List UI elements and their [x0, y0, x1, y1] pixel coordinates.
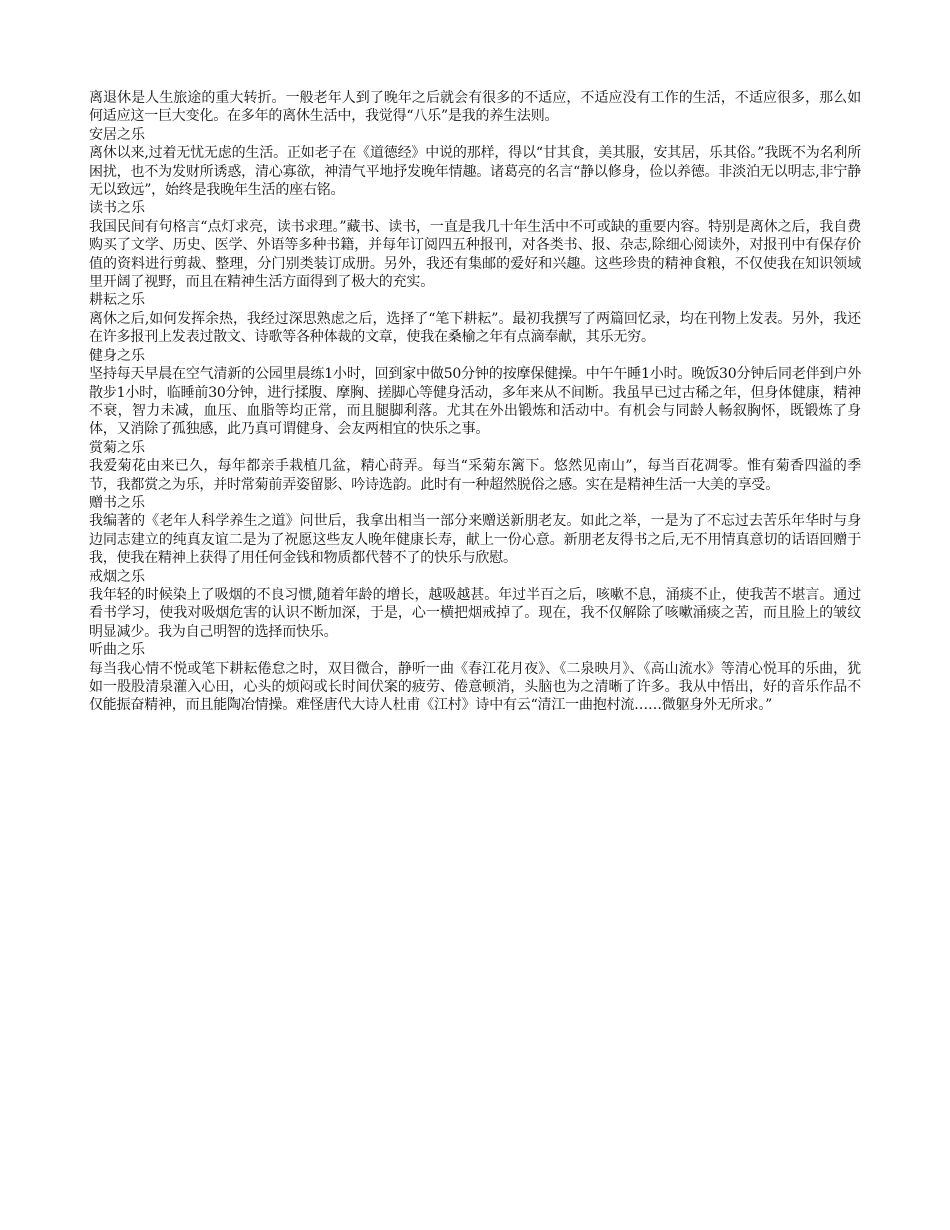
section-zengshu — [89, 494, 861, 568]
section-paragraph: 离休以来,过着无忧无虑的生活。正如老子在《道德经》中说的那样，得以“甘其食，美其服，安其居，乐其俗。”我既不为名利所困扰，也不为发财所诱惑，清心寡欲，神清气平地抒发晚年情趣。诸葛亮的名言“静以修身，俭以养德。非淡泊无以明志,非宁静无以致远”，始终是我晚年生活的座右铭。 — [89, 145, 861, 199]
section-paragraph: 我爱菊花由来已久，每年都亲手栽植几盆，精心莳弄。每当“采菊东篱下。悠然见南山”，每当百花凋零。惟有菊香四溢的季节，我都赏之为乐，并时常菊前弄姿留影、吟诗选韵。此时有一种超然脱俗之感。实在是精神生活一大美的享受。 — [89, 458, 861, 493]
section-heading: 听曲之乐 — [89, 642, 145, 659]
section-paragraph: 我年轻的时候染上了吸烟的不良习惯,随着年龄的增长，越吸越甚。年过半百之后，咳嗽不息，涌痰不止，使我苦不堪言。通过看书学习，使我对吸烟危害的认识不断加深，于是，心一横把烟戒掉了。现在，我不仅解除了咳嗽涌痰之苦，而且脸上的皱纹明显减少。我为自己明智的选择而快乐。 — [89, 586, 861, 640]
section-paragraph: 每当我心情不悦或笔下耕耘倦怠之时，双目微合，静听一曲《春江花月夜》、《二泉映月》、《高山流水》等清心悦耳的乐曲，犹如一股股清泉灌入心田，心头的烦闷或长时间伏案的疲劳、倦意顿消，头脑也为之清晰了许多。我从中悟出，好的音乐作品不仅能振奋精神，而且能陶冶情操。难怪唐代大诗人杜甫《江村》诗中有云“清江一曲抱村流……微躯身外无所求。” — [89, 660, 861, 714]
section-jieyan — [89, 568, 861, 642]
section-anju — [89, 126, 861, 200]
document-body — [89, 89, 861, 715]
section-dushu — [89, 199, 861, 291]
section-paragraph: 我国民间有句格言“点灯求亮，读书求理。”藏书、读书，一直是我几十年生活中不可或缺的重要内容。特别是离休之后，我自费购买了文学、历史、医学、外语等多种书籍，并每年订阅四五种报刊，对各类书、报、杂志,除细心阅读外，对报刊中有保存价值的资料进行剪裁、整理，分门别类装订成册。另外，我还有集邮的爱好和兴趣。这些珍贵的精神食粮，不仅使我在知识领域里开阔了视野，而且在精神生活方面得到了极大的充实。 — [89, 218, 861, 291]
section-tingqu — [89, 641, 861, 715]
section-gengyun — [89, 291, 861, 346]
intro-paragraph: 离退休是人生旅途的重大转折。一般老年人到了晚年之后就会有很多的不适应，不适应没有工作的生活，不适应很多，那么如何适应这一巨大变化。在多年的离休生活中，我觉得“八乐”是我的养生法则。 — [89, 90, 861, 125]
section-shangju — [89, 439, 861, 494]
section-heading: 读书之乐 — [89, 200, 145, 217]
section-heading: 健身之乐 — [89, 347, 145, 364]
section-heading: 戒烟之乐 — [89, 568, 145, 585]
section-heading: 赏菊之乐 — [89, 439, 145, 456]
section-paragraph: 我编著的《老年人科学养生之道》问世后，我拿出相当一部分来赠送新朋老友。如此之举，一是为了不忘过去苦乐年华时与身边同志建立的纯真友谊二是为了祝愿这些友人晚年健康长寿，献上一份心意。新朋老友得书之后,无不用情真意切的话语回赠于我，使我在精神上获得了用任何金钱和物质都代替不了的快乐与欣慰。 — [89, 513, 861, 567]
section-paragraph: 离休之后,如何发挥余热，我经过深思熟虑之后，选择了“笔下耕耘”。最初我撰写了两篇回忆录，均在刊物上发表。另外，我还在许多报刊上发表过散文、诗歌等各种体裁的文章，使我在桑榆之年有点滴奉献，其乐无穷。 — [89, 310, 861, 346]
section-jianshen — [89, 347, 861, 439]
section-heading: 耕耘之乐 — [89, 292, 145, 309]
section-paragraph: 坚持每天早晨在空气清新的公园里晨练1小时，回到家中做50分钟的按摩保健操。中午午睡1小时。晚饭30分钟后同老伴到户外散步1小时，临睡前30分钟，进行揉腹、摩胸、搓脚心等健身活动，多年来从不间断。我虽早已过古稀之年，但身体健康，精神不衰，智力未减，血压、血脂等均正常，而且腿脚利落。尤其在外出锻炼和活动中。有机会与同龄人畅叙胸怀，既锻炼了身体，又消除了孤独感，此乃真可谓健身、会友两相宜的快乐之事。 — [89, 366, 861, 438]
section-heading: 安居之乐 — [89, 126, 145, 143]
section-heading: 赠书之乐 — [89, 494, 145, 511]
